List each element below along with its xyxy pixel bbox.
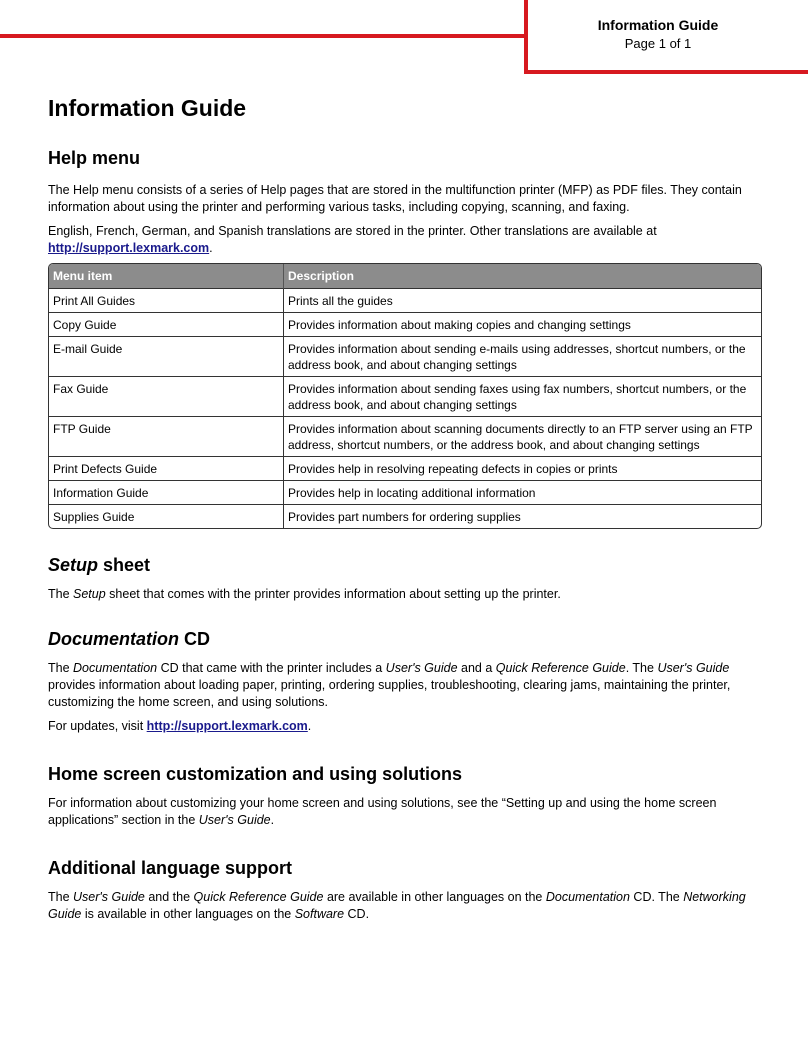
table-row xyxy=(49,504,761,528)
language-support-heading: Additional language support xyxy=(48,858,292,878)
menu-item-cell: Copy Guide xyxy=(49,312,284,336)
home-screen-paragraph: For information about customizing your home screen and using solutions, see the “Setting up and using the home screen applications” section in the User's Guide. xyxy=(48,796,717,827)
page-header xyxy=(528,16,788,53)
description-cell: Provides help in locating additional information xyxy=(284,480,761,504)
menu-item-cell: Print All Guides xyxy=(49,289,284,312)
menu-item-cell: Print Defects Guide xyxy=(49,456,284,480)
home-screen-heading: Home screen customization and using solutions xyxy=(48,764,463,784)
language-support-paragraph: The User's Guide and the Quick Reference Guide are available in other languages on the Documentation CD. The Networking Guide is available in other languages on the Software CD. xyxy=(48,890,746,921)
help-menu-heading: Help menu xyxy=(48,148,141,168)
help-menu-paragraph-1: The Help menu consists of a series of Help pages that are stored in the multifunction printer (MFP) as PDF files. They contain information about using the printer and performing various tasks, including copying, scanning, and faxing. xyxy=(48,183,742,214)
documentation-paragraph-1: The Documentation CD that came with the printer includes a User's Guide and a Quick Reference Guide. The User's Guide provides information about loading paper, printing, ordering supplies, troubleshooting, clearing jams, maintaining the printer, customizing the home screen, and using solutions. xyxy=(48,661,731,709)
menu-item-cell: Information Guide xyxy=(49,480,284,504)
table-row xyxy=(49,289,761,312)
support-link[interactable]: http://support.lexmark.com xyxy=(48,241,210,255)
document-body xyxy=(48,92,762,923)
description-cell: Provides part numbers for ordering supplies xyxy=(284,504,761,528)
setup-sheet-heading: Setup sheet xyxy=(48,555,151,575)
table-row xyxy=(49,416,761,456)
menu-item-cell: FTP Guide xyxy=(49,416,284,456)
description-cell: Provides information about scanning documents directly to an FTP server using an FTP address, shortcut numbers, or the address book, and about changing settings xyxy=(284,416,761,456)
help-menu-paragraph-2: English, French, German, and Spanish translations are stored in the printer. Other translations are available at http://support.lexmark.com. xyxy=(48,224,657,255)
description-cell: Prints all the guides xyxy=(288,294,393,308)
page-title: Information Guide xyxy=(48,95,247,121)
setup-paragraph: The Setup sheet that comes with the printer provides information about setting up the printer. xyxy=(48,587,561,601)
table-row xyxy=(49,376,761,416)
header-title: Information Guide xyxy=(597,17,719,33)
header-page-number: Page 1 of 1 xyxy=(624,36,692,51)
support-link[interactable]: http://support.lexmark.com xyxy=(146,719,308,733)
table-row xyxy=(49,480,761,504)
table-row xyxy=(49,456,761,480)
table-header-row xyxy=(49,264,761,289)
header-rule-bottom xyxy=(524,70,808,74)
help-menu-paragraph-2-text: English, French, German, and Spanish translations are stored in the printer. Other translations are available at xyxy=(48,224,657,238)
help-menu-table xyxy=(48,263,762,529)
description-cell: Provides help in resolving repeating defects in copies or prints xyxy=(284,456,761,480)
menu-item-cell: E-mail Guide xyxy=(49,336,284,376)
documentation-paragraph-2: For updates, visit http://support.lexmark.com. xyxy=(48,719,312,733)
menu-item-cell: Fax Guide xyxy=(49,376,284,416)
documentation-cd-heading: Documentation CD xyxy=(48,629,211,649)
description-cell: Provides information about making copies and changing settings xyxy=(284,312,761,336)
table-row xyxy=(49,336,761,376)
column-header-menu-item: Menu item xyxy=(49,264,284,289)
column-header-description: Description xyxy=(284,264,761,289)
description-cell: Provides information about sending e-mails using addresses, shortcut numbers, or the address book, and about changing settings xyxy=(284,336,761,376)
menu-item-cell: Supplies Guide xyxy=(49,504,284,528)
description-cell: Provides information about sending faxes using fax numbers, shortcut numbers, or the address book, and about changing settings xyxy=(284,376,761,416)
table-row xyxy=(49,312,761,336)
header-rule-left xyxy=(0,34,526,38)
